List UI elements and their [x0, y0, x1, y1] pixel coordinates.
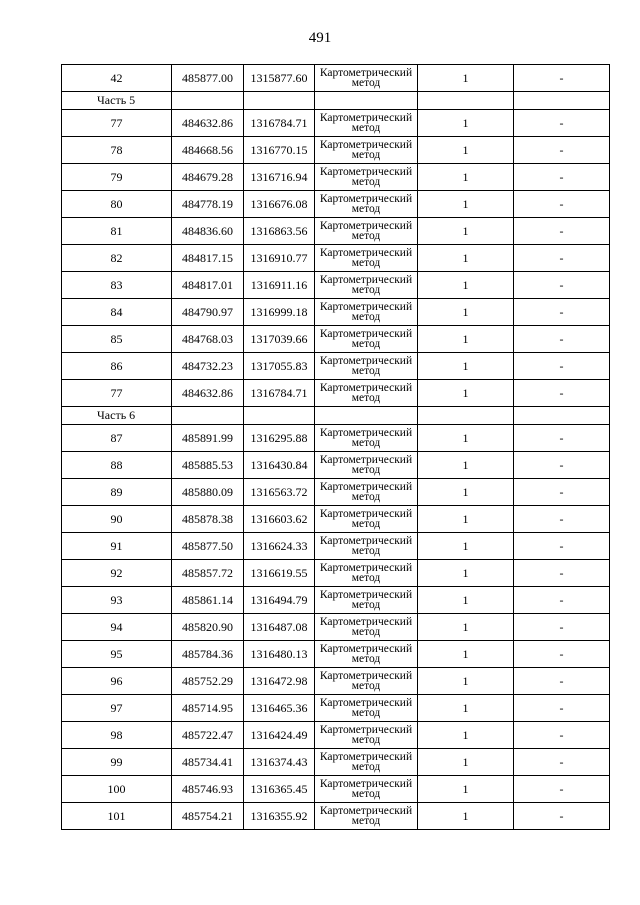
method-line: метод: [351, 392, 381, 404]
point-number: 98: [62, 722, 172, 749]
accuracy: 1: [418, 380, 514, 407]
x-coordinate: 484790.97: [172, 299, 244, 326]
point-number: 83: [62, 272, 172, 299]
accuracy: 1: [418, 137, 514, 164]
table-row: [62, 353, 610, 380]
description: -: [514, 749, 610, 776]
method-line: метод: [351, 437, 381, 449]
accuracy: 1: [418, 803, 514, 830]
determination-method: [315, 506, 418, 533]
accuracy: 1: [418, 776, 514, 803]
x-coordinate: 485722.47: [172, 722, 244, 749]
point-number: 92: [62, 560, 172, 587]
y-coordinate: 1316430.84: [244, 452, 315, 479]
method-line: Картометрический: [319, 247, 413, 259]
determination-method: [315, 452, 418, 479]
y-coordinate: 1316624.33: [244, 533, 315, 560]
point-number: 90: [62, 506, 172, 533]
point-number: 81: [62, 218, 172, 245]
y-coordinate: 1316676.08: [244, 191, 315, 218]
table-row: [62, 137, 610, 164]
description: -: [514, 587, 610, 614]
x-coordinate: 485752.29: [172, 668, 244, 695]
empty-cell: [418, 92, 514, 110]
coordinates-table-body: [62, 65, 610, 830]
accuracy: 1: [418, 452, 514, 479]
determination-method: [315, 245, 418, 272]
point-number: 42: [62, 65, 172, 92]
x-coordinate: 484768.03: [172, 326, 244, 353]
method-line: Картометрический: [319, 355, 413, 367]
x-coordinate: 485754.21: [172, 803, 244, 830]
accuracy: 1: [418, 587, 514, 614]
method-line: Картометрический: [319, 166, 413, 178]
description: -: [514, 533, 610, 560]
accuracy: 1: [418, 245, 514, 272]
method-line: Картометрический: [319, 562, 413, 574]
method-line: Картометрический: [319, 112, 413, 124]
description: -: [514, 641, 610, 668]
y-coordinate: 1316424.49: [244, 722, 315, 749]
table-row: [62, 776, 610, 803]
method-line: метод: [351, 680, 381, 692]
method-line: метод: [351, 311, 381, 323]
table-row: [62, 218, 610, 245]
method-line: метод: [351, 518, 381, 530]
determination-method: [315, 560, 418, 587]
determination-method: [315, 380, 418, 407]
table-row: [62, 695, 610, 722]
table-row: [62, 245, 610, 272]
description: -: [514, 299, 610, 326]
method-line: Картометрический: [319, 481, 413, 493]
accuracy: 1: [418, 641, 514, 668]
y-coordinate: 1316365.45: [244, 776, 315, 803]
accuracy: 1: [418, 110, 514, 137]
method-line: Картометрический: [319, 328, 413, 340]
method-line: Картометрический: [319, 382, 413, 394]
empty-cell: [172, 407, 244, 425]
accuracy: 1: [418, 218, 514, 245]
determination-method: [315, 218, 418, 245]
method-line: метод: [351, 599, 381, 611]
method-line: метод: [351, 815, 381, 827]
y-coordinate: 1316770.15: [244, 137, 315, 164]
description: -: [514, 272, 610, 299]
method-line: Картометрический: [319, 454, 413, 466]
accuracy: 1: [418, 614, 514, 641]
method-line: метод: [351, 338, 381, 350]
method-line: Картометрический: [319, 805, 413, 817]
determination-method: [315, 479, 418, 506]
method-line: Картометрический: [319, 697, 413, 709]
method-line: Картометрический: [319, 220, 413, 232]
point-number: 78: [62, 137, 172, 164]
x-coordinate: 484836.60: [172, 218, 244, 245]
section-row: [62, 407, 610, 425]
method-line: метод: [351, 122, 381, 134]
table-row: [62, 326, 610, 353]
point-number: 80: [62, 191, 172, 218]
description: -: [514, 803, 610, 830]
determination-method: [315, 749, 418, 776]
table-row: [62, 803, 610, 830]
method-line: метод: [351, 176, 381, 188]
y-coordinate: 1315877.60: [244, 65, 315, 92]
point-number: 95: [62, 641, 172, 668]
method-line: Картометрический: [319, 139, 413, 151]
table-row: [62, 479, 610, 506]
table-row: [62, 587, 610, 614]
description: -: [514, 164, 610, 191]
table-row: [62, 533, 610, 560]
y-coordinate: 1316487.08: [244, 614, 315, 641]
page-number: 491: [308, 30, 332, 46]
point-number: 101: [62, 803, 172, 830]
description: -: [514, 191, 610, 218]
y-coordinate: 1316784.71: [244, 380, 315, 407]
method-line: Картометрический: [319, 508, 413, 520]
y-coordinate: 1316863.56: [244, 218, 315, 245]
method-line: Картометрический: [319, 535, 413, 547]
accuracy: 1: [418, 191, 514, 218]
determination-method: [315, 776, 418, 803]
table-row: [62, 722, 610, 749]
determination-method: [315, 533, 418, 560]
description: -: [514, 506, 610, 533]
method-line: Картометрический: [319, 670, 413, 682]
x-coordinate: 484632.86: [172, 110, 244, 137]
method-line: метод: [351, 788, 381, 800]
accuracy: 1: [418, 326, 514, 353]
description: -: [514, 380, 610, 407]
determination-method: [315, 614, 418, 641]
description: -: [514, 695, 610, 722]
table-row: [62, 452, 610, 479]
description: -: [514, 776, 610, 803]
method-line: метод: [351, 257, 381, 269]
empty-cell: [514, 92, 610, 110]
description: -: [514, 452, 610, 479]
method-line: Картометрический: [319, 193, 413, 205]
x-coordinate: 485857.72: [172, 560, 244, 587]
y-coordinate: 1316465.36: [244, 695, 315, 722]
method-line: метод: [351, 365, 381, 377]
method-line: метод: [351, 572, 381, 584]
determination-method: [315, 137, 418, 164]
table-row: [62, 614, 610, 641]
method-line: метод: [351, 734, 381, 746]
point-number: 96: [62, 668, 172, 695]
x-coordinate: 484732.23: [172, 353, 244, 380]
method-line: Картометрический: [319, 724, 413, 736]
y-coordinate: 1316999.18: [244, 299, 315, 326]
empty-cell: [244, 92, 315, 110]
description: -: [514, 614, 610, 641]
determination-method: [315, 695, 418, 722]
method-line: метод: [351, 653, 381, 665]
x-coordinate: 484632.86: [172, 380, 244, 407]
determination-method: [315, 272, 418, 299]
x-coordinate: 485714.95: [172, 695, 244, 722]
accuracy: 1: [418, 164, 514, 191]
determination-method: [315, 65, 418, 92]
empty-cell: [315, 92, 418, 110]
description: -: [514, 326, 610, 353]
y-coordinate: 1316472.98: [244, 668, 315, 695]
table-row: [62, 560, 610, 587]
determination-method: [315, 191, 418, 218]
method-line: Картометрический: [319, 427, 413, 439]
empty-cell: [172, 92, 244, 110]
method-line: Картометрический: [319, 778, 413, 790]
method-line: метод: [351, 149, 381, 161]
point-number: 77: [62, 380, 172, 407]
accuracy: 1: [418, 65, 514, 92]
point-number: 86: [62, 353, 172, 380]
determination-method: [315, 326, 418, 353]
y-coordinate: 1316619.55: [244, 560, 315, 587]
point-number: 89: [62, 479, 172, 506]
x-coordinate: 485877.00: [172, 65, 244, 92]
accuracy: 1: [418, 272, 514, 299]
point-number: 88: [62, 452, 172, 479]
x-coordinate: 485891.99: [172, 425, 244, 452]
x-coordinate: 485885.53: [172, 452, 244, 479]
accuracy: 1: [418, 425, 514, 452]
description: -: [514, 65, 610, 92]
table-row: [62, 641, 610, 668]
y-coordinate: 1316355.92: [244, 803, 315, 830]
accuracy: 1: [418, 668, 514, 695]
description: -: [514, 110, 610, 137]
point-number: 85: [62, 326, 172, 353]
method-line: Картометрический: [319, 67, 413, 79]
x-coordinate: 484778.19: [172, 191, 244, 218]
x-coordinate: 485734.41: [172, 749, 244, 776]
y-coordinate: 1316716.94: [244, 164, 315, 191]
method-line: Картометрический: [319, 616, 413, 628]
table-row: [62, 110, 610, 137]
accuracy: 1: [418, 749, 514, 776]
method-line: Картометрический: [319, 751, 413, 763]
description: -: [514, 722, 610, 749]
x-coordinate: 484817.01: [172, 272, 244, 299]
table-row: [62, 425, 610, 452]
table-row: [62, 164, 610, 191]
determination-method: [315, 425, 418, 452]
description: -: [514, 668, 610, 695]
section-label: Часть 6: [62, 407, 172, 425]
x-coordinate: 484817.15: [172, 245, 244, 272]
y-coordinate: 1316911.16: [244, 272, 315, 299]
determination-method: [315, 641, 418, 668]
y-coordinate: 1316563.72: [244, 479, 315, 506]
empty-cell: [418, 407, 514, 425]
y-coordinate: 1316603.62: [244, 506, 315, 533]
y-coordinate: 1316910.77: [244, 245, 315, 272]
coordinates-table: [61, 64, 610, 830]
determination-method: [315, 164, 418, 191]
point-number: 97: [62, 695, 172, 722]
accuracy: 1: [418, 722, 514, 749]
x-coordinate: 485880.09: [172, 479, 244, 506]
point-number: 91: [62, 533, 172, 560]
method-line: метод: [351, 77, 381, 89]
method-line: метод: [351, 203, 381, 215]
empty-cell: [514, 407, 610, 425]
description: -: [514, 353, 610, 380]
method-line: Картометрический: [319, 589, 413, 601]
method-line: Картометрический: [319, 274, 413, 286]
table-row: [62, 380, 610, 407]
point-number: 87: [62, 425, 172, 452]
point-number: 100: [62, 776, 172, 803]
point-number: 79: [62, 164, 172, 191]
method-line: Картометрический: [319, 301, 413, 313]
table-row: [62, 272, 610, 299]
x-coordinate: 485820.90: [172, 614, 244, 641]
accuracy: 1: [418, 695, 514, 722]
point-number: 94: [62, 614, 172, 641]
x-coordinate: 485784.36: [172, 641, 244, 668]
point-number: 82: [62, 245, 172, 272]
method-line: метод: [351, 230, 381, 242]
table-row: [62, 65, 610, 92]
y-coordinate: 1316494.79: [244, 587, 315, 614]
point-number: 99: [62, 749, 172, 776]
x-coordinate: 485878.38: [172, 506, 244, 533]
section-row: [62, 92, 610, 110]
y-coordinate: 1317055.83: [244, 353, 315, 380]
table-row: [62, 506, 610, 533]
determination-method: [315, 668, 418, 695]
description: -: [514, 137, 610, 164]
determination-method: [315, 110, 418, 137]
table-row: [62, 668, 610, 695]
y-coordinate: 1316295.88: [244, 425, 315, 452]
method-line: Картометрический: [319, 643, 413, 655]
description: -: [514, 218, 610, 245]
method-line: метод: [351, 491, 381, 503]
y-coordinate: 1316374.43: [244, 749, 315, 776]
determination-method: [315, 299, 418, 326]
x-coordinate: 485877.50: [172, 533, 244, 560]
description: -: [514, 560, 610, 587]
x-coordinate: 485861.14: [172, 587, 244, 614]
accuracy: 1: [418, 506, 514, 533]
method-line: метод: [351, 707, 381, 719]
description: -: [514, 479, 610, 506]
determination-method: [315, 722, 418, 749]
method-line: метод: [351, 284, 381, 296]
table-row: [62, 299, 610, 326]
y-coordinate: 1316480.13: [244, 641, 315, 668]
table-row: [62, 191, 610, 218]
determination-method: [315, 353, 418, 380]
description: -: [514, 425, 610, 452]
method-line: метод: [351, 464, 381, 476]
method-line: метод: [351, 626, 381, 638]
accuracy: 1: [418, 299, 514, 326]
accuracy: 1: [418, 353, 514, 380]
empty-cell: [244, 407, 315, 425]
x-coordinate: 485746.93: [172, 776, 244, 803]
section-label: Часть 5: [62, 92, 172, 110]
empty-cell: [315, 407, 418, 425]
point-number: 84: [62, 299, 172, 326]
determination-method: [315, 587, 418, 614]
point-number: 77: [62, 110, 172, 137]
x-coordinate: 484668.56: [172, 137, 244, 164]
description: -: [514, 245, 610, 272]
determination-method: [315, 803, 418, 830]
method-line: метод: [351, 545, 381, 557]
y-coordinate: 1316784.71: [244, 110, 315, 137]
y-coordinate: 1317039.66: [244, 326, 315, 353]
accuracy: 1: [418, 533, 514, 560]
x-coordinate: 484679.28: [172, 164, 244, 191]
point-number: 93: [62, 587, 172, 614]
accuracy: 1: [418, 479, 514, 506]
table-row: [62, 749, 610, 776]
accuracy: 1: [418, 560, 514, 587]
method-line: метод: [351, 761, 381, 773]
